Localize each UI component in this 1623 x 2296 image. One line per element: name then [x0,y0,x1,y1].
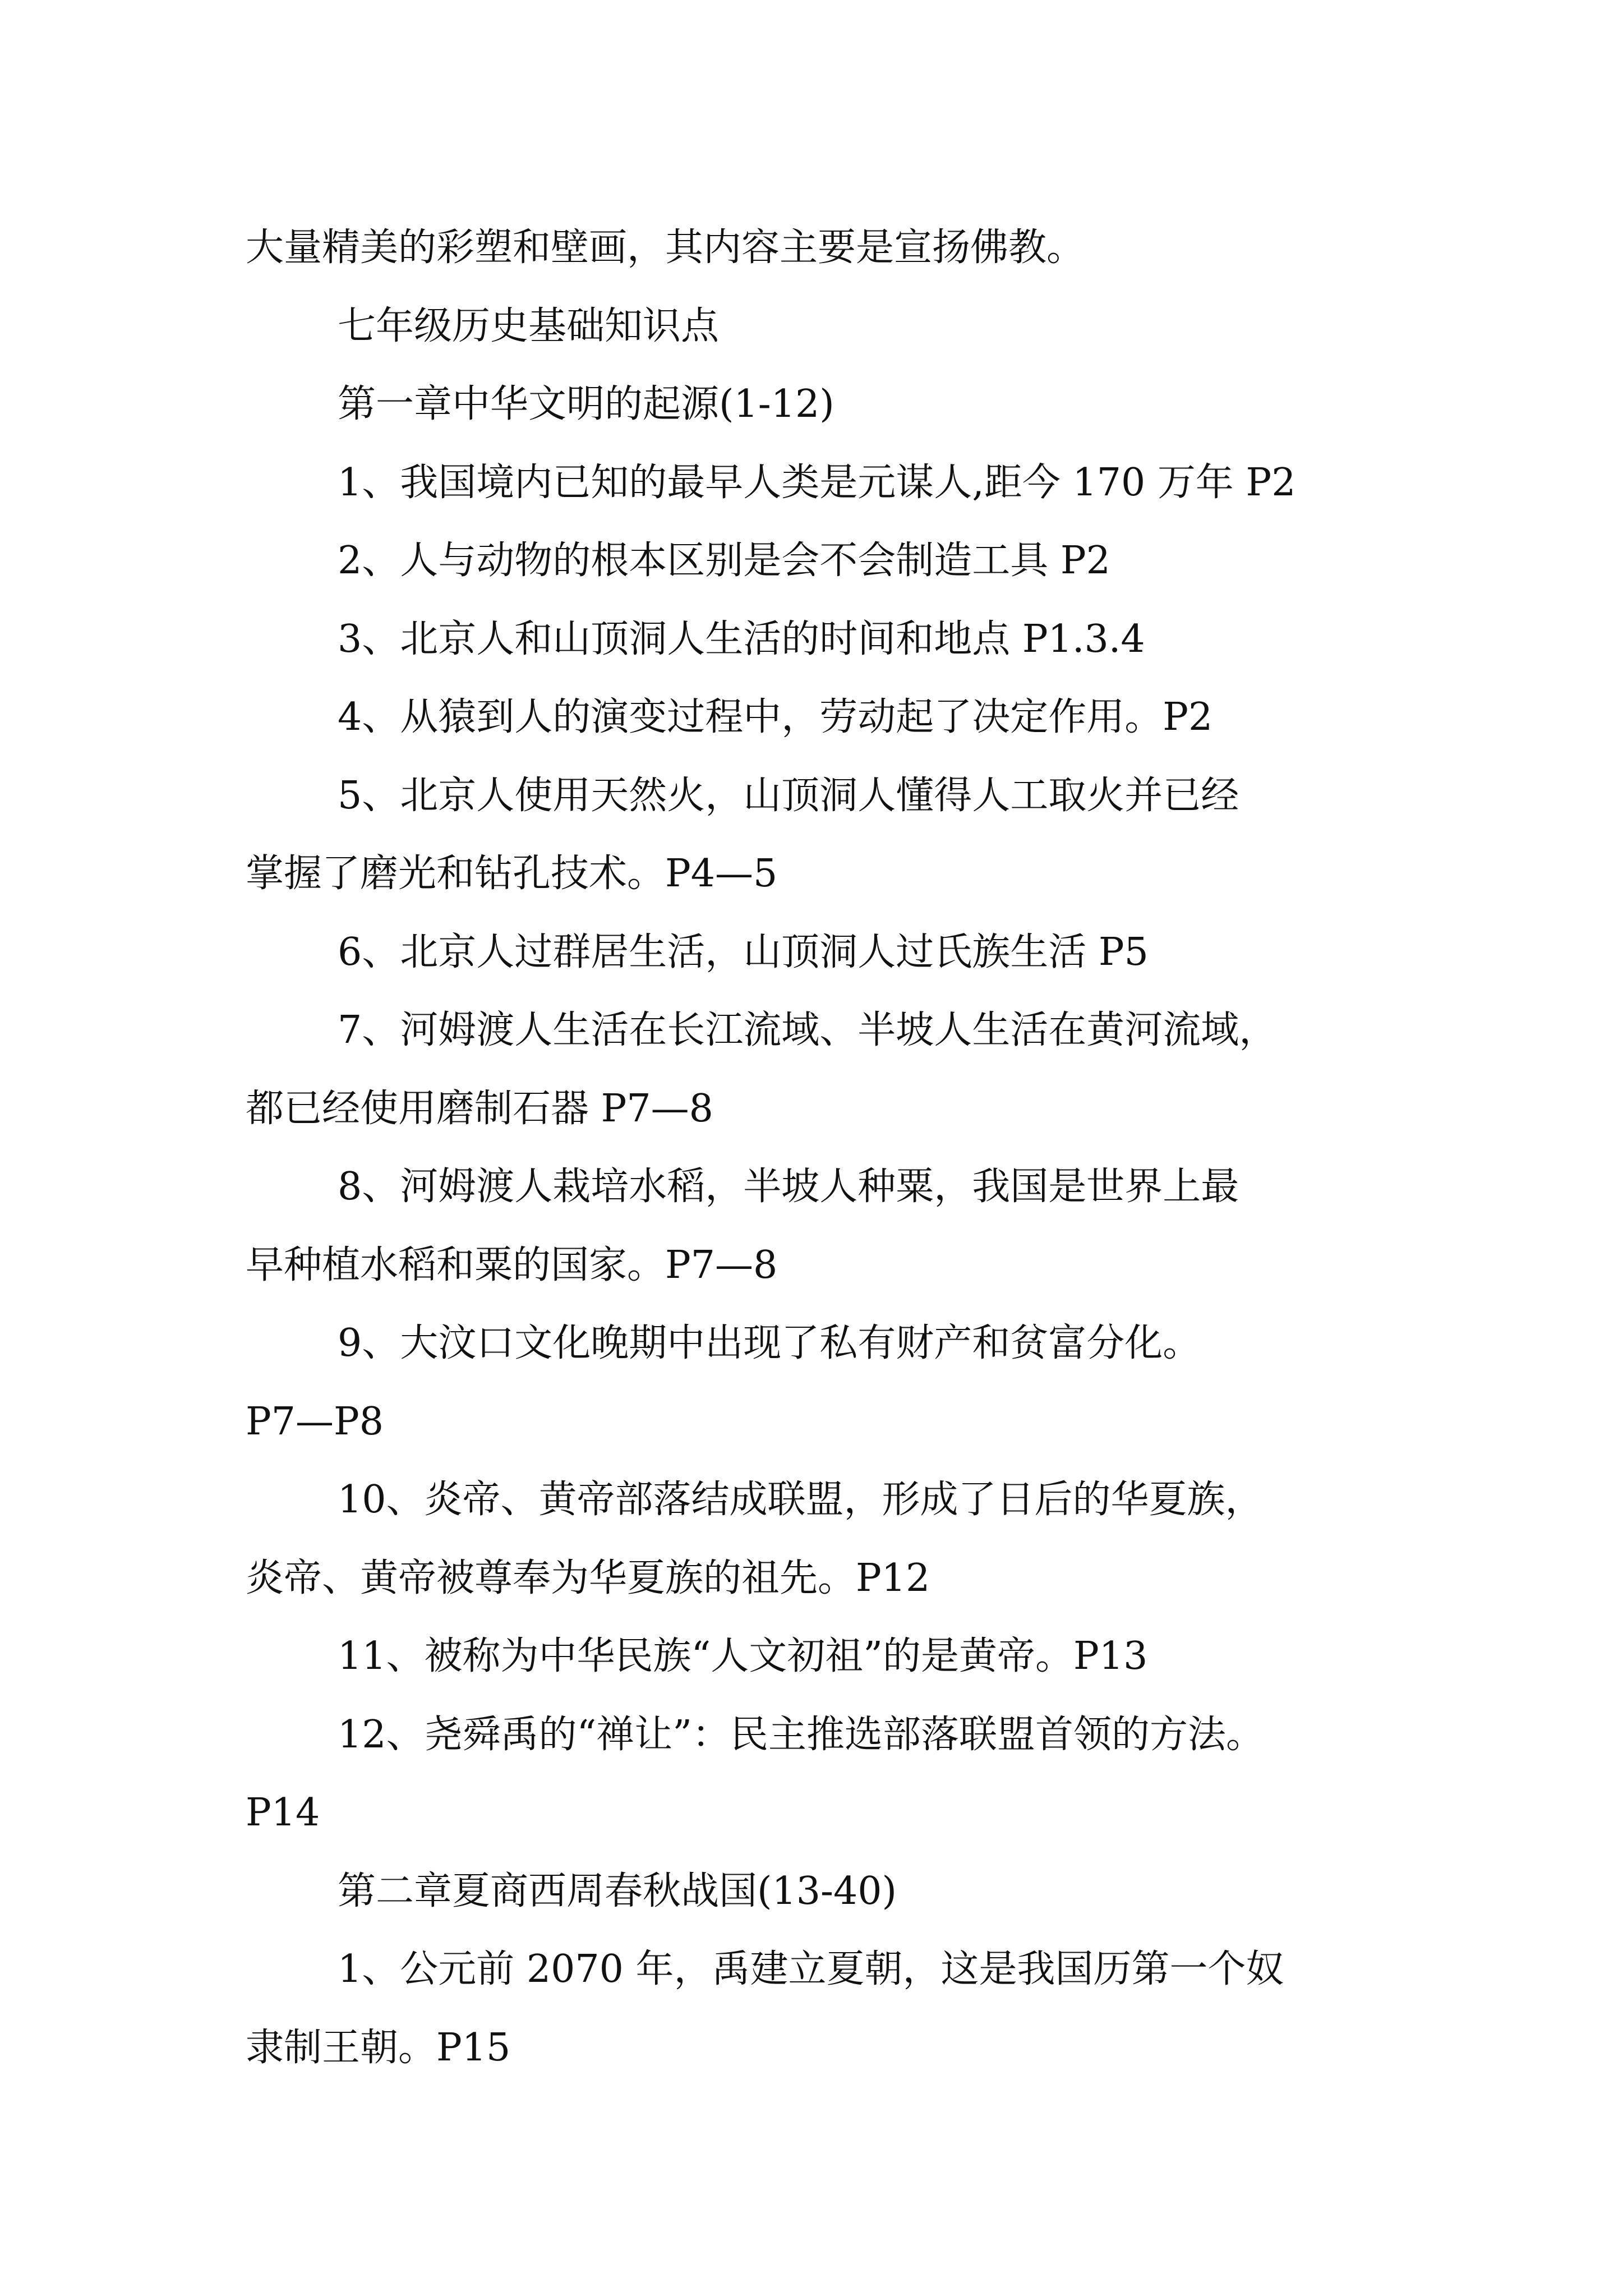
list-item-continuation: 早种植水稻和粟的国家。P7—8 [246,1243,778,1287]
list-item: 5、北京人使用天然火，山顶洞人懂得人工取火并已经 [338,773,1239,818]
list-item-continuation: 炎帝、黄帝被尊奉为华夏族的祖先。P12 [246,1556,930,1600]
document-body [246,209,1384,2087]
list-item: 11、被称为中华民族“人文初祖”的是黄帝。P13 [338,1634,1148,1678]
list-item: 8、河姆渡人栽培水稻，半坡人种粟，我国是世界上最 [338,1165,1239,1209]
chapter-heading: 第一章中华文明的起源(1-12) [338,382,834,426]
list-item: 3、北京人和山顶洞人生活的时间和地点 P1.3.4 [338,616,1145,661]
section-heading: 七年级历史基础知识点 [338,303,720,348]
list-item: 1、我国境内已知的最早人类是元谋人,距今 170 万年 P2 [338,460,1296,505]
list-item-continuation: P14 [246,1791,320,1835]
list-item: 10、炎帝、黄帝部落结成联盟，形成了日后的华夏族， [338,1478,1264,1522]
chapter-heading: 第二章夏商西周春秋战国(13-40) [338,1869,897,1913]
list-item: 1、公元前 2070 年，禹建立夏朝，这是我国历第一个奴 [338,1947,1284,1991]
list-item: 4、从猿到人的演变过程中，劳动起了决定作用。P2 [338,695,1213,739]
list-item-continuation: 掌握了磨光和钻孔技术。P4—5 [246,852,778,896]
list-item: 2、人与动物的根本区别是会不会制造工具 P2 [338,539,1110,583]
list-item: 7、河姆渡人生活在长江流域、半坡人生活在黄河流域， [338,1008,1278,1052]
text-line: 大量精美的彩塑和壁画，其内容主要是宣扬佛教。 [246,226,1085,270]
list-item: 12、尧舜禹的“禅让”：民主推选部落联盟首领的方法。 [338,1712,1265,1757]
list-item-continuation: 隶制王朝。P15 [246,2025,511,2070]
list-item: 6、北京人过群居生活，山顶洞人过氏族生活 P5 [338,930,1149,974]
list-item-continuation: P7—P8 [246,1399,384,1444]
list-item-continuation: 都已经使用磨制石器 P7—8 [246,1086,713,1131]
list-item: 9、大汶口文化晚期中出现了私有财产和贫富分化。 [338,1321,1201,1365]
